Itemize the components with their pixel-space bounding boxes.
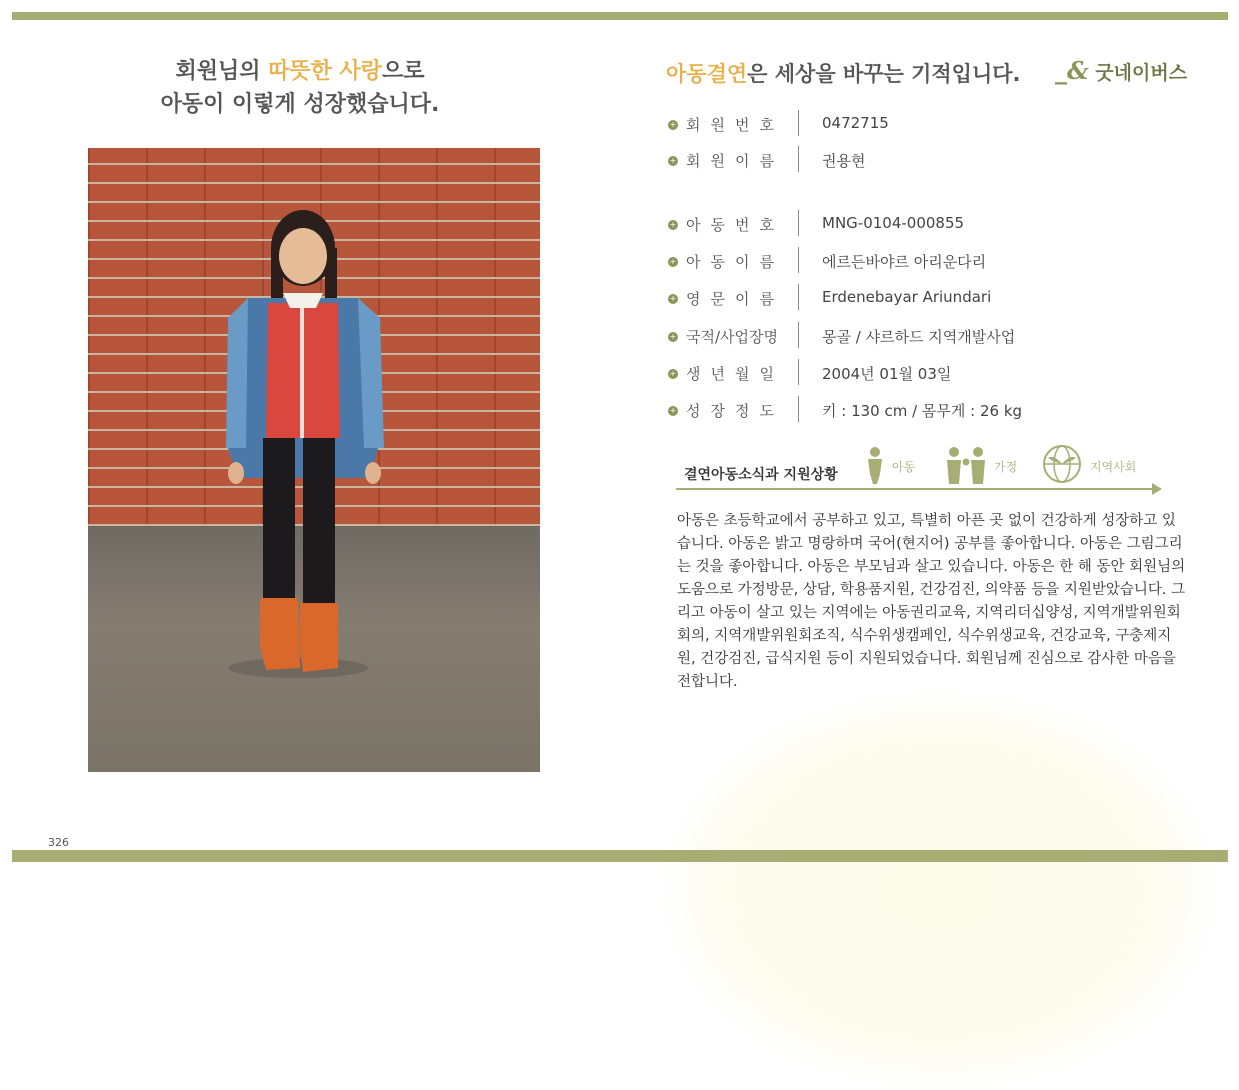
bottom-band <box>12 850 1228 862</box>
family-icon <box>942 444 990 484</box>
info-row <box>668 114 1208 140</box>
child-photo <box>88 148 540 772</box>
divider <box>798 146 799 172</box>
top-band <box>12 12 1228 20</box>
logo-mark: _& <box>1055 56 1089 85</box>
info-label: 회원번호 <box>686 116 784 134</box>
progress-line <box>676 488 1156 490</box>
bullet-icon: + <box>669 120 677 129</box>
info-value: 키 : 130 cm / 몸무게 : 26 kg <box>822 402 1023 420</box>
logo-text: 굿네이버스 <box>1095 62 1188 84</box>
info-row <box>668 150 1208 176</box>
info-value: 0472715 <box>822 114 889 132</box>
info-label: 생년월일 <box>686 365 784 383</box>
info-row <box>668 288 1208 314</box>
left-heading-line2: 아동이 이렇게 성장했습니다. <box>160 92 440 117</box>
info-row <box>668 363 1208 389</box>
divider <box>798 110 799 136</box>
child-icon <box>862 444 888 484</box>
info-label: 아동이름 <box>686 253 784 271</box>
info-value: Erdenebayar Ariundari <box>822 288 992 306</box>
bullet-icon: + <box>669 406 677 415</box>
info-row <box>668 214 1208 240</box>
category-label: 지역사회 <box>1090 460 1137 474</box>
info-row <box>668 400 1208 426</box>
goodneighbors-logo <box>1055 56 1187 85</box>
bullet-icon: + <box>669 294 677 303</box>
info-value: 몽골 / 샤르하드 지역개발사업 <box>822 328 1016 346</box>
bullet-icon: + <box>669 369 677 378</box>
page-number: 326 <box>48 836 69 849</box>
info-row <box>668 326 1208 352</box>
info-label: 국적/사업장명 <box>686 328 778 346</box>
child-figure <box>88 148 540 772</box>
bullet-icon: + <box>669 332 677 341</box>
support-status-bar <box>666 458 1166 498</box>
bullet-icon: + <box>669 257 677 266</box>
divider <box>798 322 799 348</box>
divider <box>798 247 799 273</box>
support-status-title: 결연아동소식과 지원상황 <box>684 467 838 483</box>
divider <box>798 210 799 236</box>
info-label: 성장정도 <box>686 402 784 420</box>
bullet-icon: + <box>669 156 677 165</box>
info-value: 에르든바야르 아리운다리 <box>822 253 987 271</box>
divider <box>798 284 799 310</box>
category-label: 아동 <box>892 460 916 474</box>
info-label: 아동번호 <box>686 216 784 234</box>
info-value: 2004년 01월 03일 <box>822 365 952 383</box>
category-label: 가정 <box>994 460 1018 474</box>
info-label: 영문이름 <box>686 290 784 308</box>
info-label: 회원이름 <box>686 152 784 170</box>
left-heading-line1: 회원님의 따뜻한 사랑으로 <box>175 59 425 84</box>
right-heading: 아동결연은 세상을 바꾸는 기적입니다. <box>666 62 1021 86</box>
heading-highlight: 따뜻한 사랑 <box>268 59 383 84</box>
left-heading <box>120 55 480 121</box>
arrow-icon <box>1152 483 1162 495</box>
divider <box>798 396 799 422</box>
info-value: 권용현 <box>822 152 866 170</box>
globe-plant-icon <box>1040 444 1084 484</box>
right-heading-highlight: 아동결연 <box>666 62 748 86</box>
bullet-icon: + <box>669 220 677 229</box>
divider <box>798 359 799 385</box>
decorative-arc <box>660 690 1220 1090</box>
info-row <box>668 251 1208 277</box>
info-value: MNG-0104-000855 <box>822 214 965 232</box>
child-description: 아동은 초등학교에서 공부하고 있고, 특별히 아픈 곳 없이 건강하게 성장하고 있습니다. 아동은 밝고 명랑하며 국어(현지어) 공부를 좋아합니다. 아동은 그림그리는 것을 좋아합니다. 아동은 부모님과 살고 있습니다. 아동은 한 해 동안 회원님의 도움으로 가정방문, 상담, 학용품지원, 건강검진, 의약품 등을 지원받았습니다. 그리고 아동이 살고 있는 지역에는 아동권리교육, 지역리더십양성, 지역개발위원회회의, 지역개발위원회조직, 식수위생캠페인, 식수위생교육, 건강교육, 구충제지원, 건강검진, 급식지원 등이 지원되었습니다. 회원님께 진심으로 감사한 마음을 전합니다. <box>677 513 1186 690</box>
